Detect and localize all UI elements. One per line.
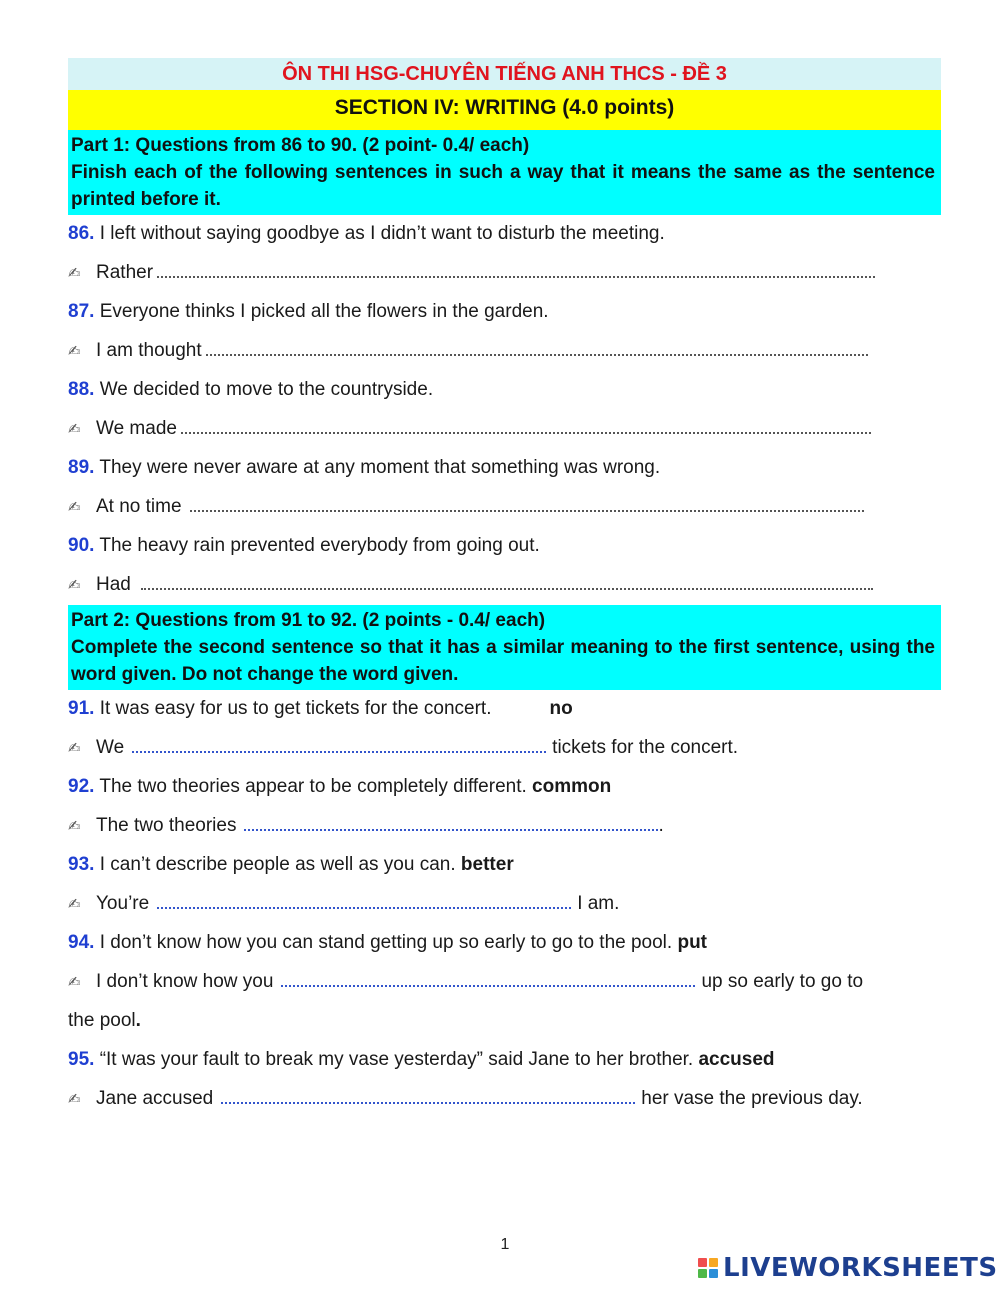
worksheet-page [68, 58, 941, 1119]
question-number: 88. [68, 379, 95, 400]
answer-prompt: We made [96, 418, 177, 439]
question-number: 93. [68, 854, 95, 875]
answer-prompt: At no time [96, 496, 182, 517]
answer-prompt: Rather [96, 262, 154, 283]
given-keyword: better [460, 854, 514, 875]
part2-instructions [68, 605, 941, 690]
question-number: 89. [68, 457, 95, 478]
question-number: 86. [68, 223, 95, 244]
answer-prompt: I am thought [96, 340, 202, 361]
question-number: 91. [68, 698, 95, 719]
answer-prompt: Had [96, 574, 131, 595]
question-text: I don’t know how you can stand getting up so early to go to the pool. [94, 932, 673, 953]
page-number: 1 [500, 1236, 510, 1253]
logo-icon [698, 1258, 718, 1278]
answer-continuation: the pool [68, 1010, 136, 1031]
question-number: 87. [68, 301, 95, 322]
answer-blank[interactable] [190, 490, 864, 512]
part1-heading: Part 1: Questions from 86 to 90. (2 point- 0.4/ each) [71, 135, 530, 156]
question-87 [68, 293, 941, 371]
question-95 [68, 1041, 941, 1119]
pen-icon: ✍ [68, 499, 81, 516]
question-93 [68, 846, 941, 924]
answer-continuation-end: . [135, 1010, 141, 1031]
answer-blank[interactable] [181, 412, 871, 434]
answer-blank[interactable] [141, 568, 873, 590]
given-keyword: accused [698, 1049, 775, 1070]
answer-blank[interactable] [206, 334, 868, 356]
question-89 [68, 449, 941, 527]
pen-icon: ✍ [68, 740, 81, 757]
question-90 [68, 527, 941, 605]
pen-icon: ✍ [68, 343, 81, 360]
question-text: I can’t describe people as well as you can. [94, 854, 456, 875]
pen-icon: ✍ [68, 974, 81, 991]
answer-suffix: . [658, 815, 664, 836]
question-text: The two theories appear to be completely different. [94, 776, 527, 797]
question-86 [68, 215, 941, 293]
pen-icon: ✍ [68, 896, 81, 913]
question-text: I left without saying goodbye as I didn’t want to disturb the meeting. [94, 223, 665, 244]
answer-blank[interactable] [132, 731, 546, 753]
part2-heading: Part 2: Questions from 91 to 92. (2 points - 0.4/ each) [71, 610, 546, 631]
given-keyword: common [532, 776, 612, 797]
logo-text: LIVEWORKSHEETS [723, 1253, 998, 1283]
answer-prompt: I don’t know how you [96, 971, 274, 992]
question-number: 90. [68, 535, 95, 556]
part2-instruction-text: Complete the second sentence so that it has a similar meaning to the first sentence, using the word given. Do not change the word given. [71, 637, 935, 685]
liveworksheets-logo [698, 1252, 998, 1284]
question-number: 95. [68, 1049, 95, 1070]
answer-blank[interactable] [157, 887, 571, 909]
answer-blank[interactable] [281, 965, 695, 987]
worksheet-title: ÔN THI HSG-CHUYÊN TIẾNG ANH THCS - ĐỀ 3 [68, 58, 941, 90]
question-text: Everyone thinks I picked all the flowers in the garden. [94, 301, 549, 322]
given-keyword: no [549, 698, 573, 719]
answer-suffix: her vase the previous day. [641, 1088, 863, 1109]
answer-prompt: You’re [96, 893, 150, 914]
pen-icon: ✍ [68, 265, 81, 282]
pen-icon: ✍ [68, 577, 81, 594]
question-text: It was easy for us to get tickets for the concert. [94, 698, 492, 719]
answer-blank[interactable] [157, 256, 875, 278]
answer-blank[interactable] [221, 1082, 635, 1104]
pen-icon: ✍ [68, 421, 81, 438]
answer-suffix: up so early to go to [701, 971, 864, 992]
question-text: They were never aware at any moment that something was wrong. [94, 457, 661, 478]
question-92 [68, 768, 941, 846]
section-heading: SECTION IV: WRITING (4.0 points) [68, 90, 941, 130]
part1-instruction-text: Finish each of the following sentences in such a way that it means the same as the sentence printed before it. [71, 162, 935, 210]
question-number: 92. [68, 776, 95, 797]
answer-prompt: Jane accused [96, 1088, 214, 1109]
question-94 [68, 924, 941, 1041]
answer-suffix: tickets for the concert. [552, 737, 739, 758]
answer-blank[interactable] [244, 809, 658, 831]
question-number: 94. [68, 932, 95, 953]
question-88 [68, 371, 941, 449]
question-text: The heavy rain prevented everybody from going out. [94, 535, 540, 556]
answer-prompt: The two theories [96, 815, 237, 836]
question-text: “It was your fault to break my vase yesterday” said Jane to her brother. [94, 1049, 694, 1070]
given-keyword: put [677, 932, 708, 953]
part1-instructions [68, 130, 941, 215]
pen-icon: ✍ [68, 818, 81, 835]
pen-icon: ✍ [68, 1091, 81, 1108]
question-text: We decided to move to the countryside. [94, 379, 434, 400]
question-91 [68, 690, 941, 768]
answer-prompt: We [96, 737, 125, 758]
answer-suffix: I am. [577, 893, 620, 914]
